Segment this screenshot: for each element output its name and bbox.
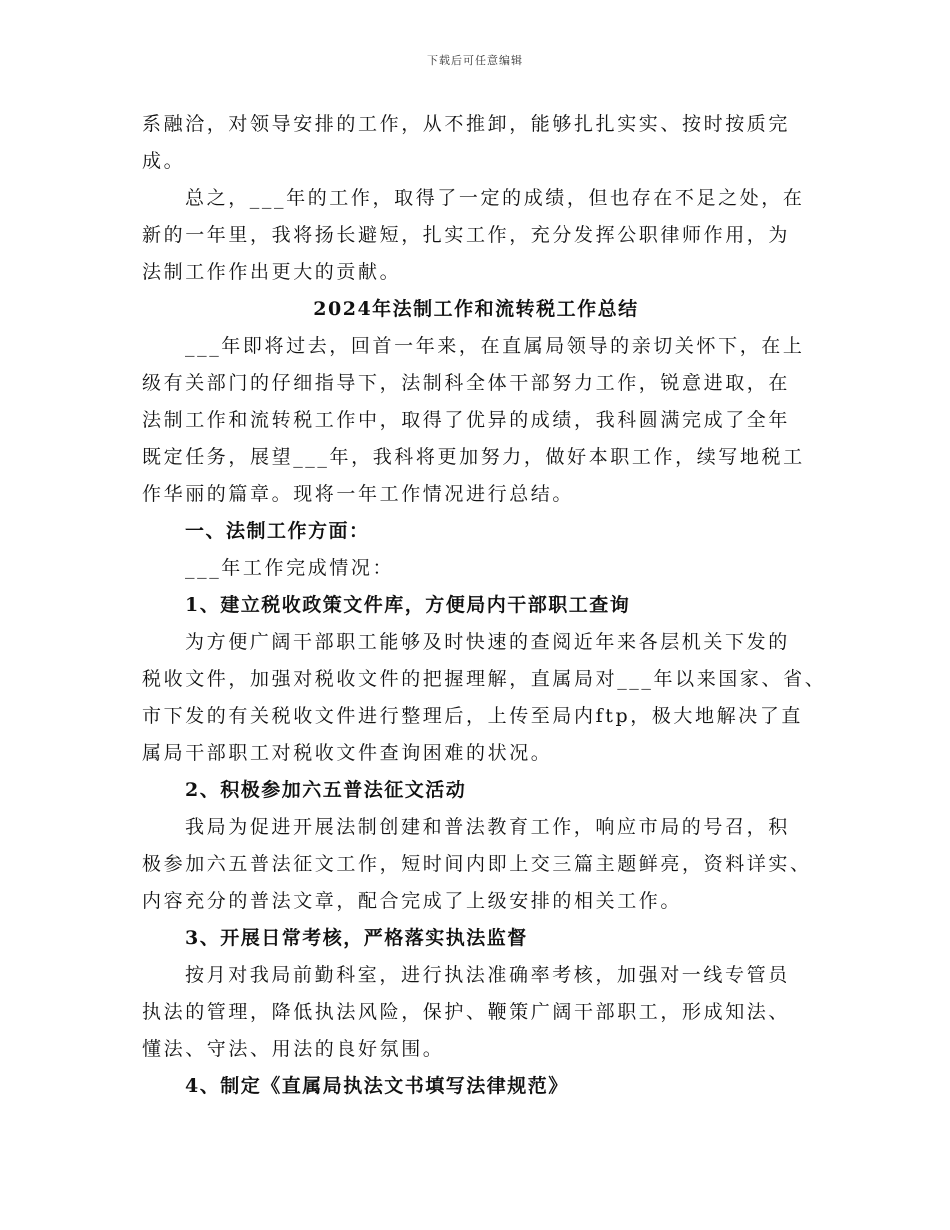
paragraph bbox=[142, 624, 827, 772]
paragraph bbox=[142, 180, 810, 291]
text-line: 极参加六五普法征文工作，短时间内即上交三篇主题鲜亮，资料详实、 bbox=[142, 853, 812, 875]
paragraph bbox=[142, 809, 810, 920]
text-line: 执法的管理，降低执法风险，保护、鞭策广阔干部职工，形成知法、 bbox=[142, 1001, 791, 1023]
paragraph bbox=[142, 550, 810, 587]
text-line: 我局为促进开展法制创建和普法教育工作，响应市局的号召，积 bbox=[185, 816, 790, 838]
paragraph bbox=[142, 106, 810, 180]
text-line: 新的一年里，我将扬长避短，扎实工作，充分发挥公职律师作用，为 bbox=[142, 224, 791, 246]
text-line: 系融洽，对领导安排的工作，从不推卸，能够扎扎实实、按时按质完 bbox=[142, 113, 791, 135]
text-line: 属局干部职工对税收文件查询困难的状况。 bbox=[142, 742, 553, 764]
paragraph bbox=[142, 957, 810, 1068]
section-heading: 4、制定《直属局执法文书填写法律规范》 bbox=[185, 1075, 569, 1097]
text-line: 总之，___年的工作，取得了一定的成绩，但也存在不足之处，在 bbox=[185, 187, 805, 209]
text-line: 税收文件，加强对税收文件的把握理解，直属局对___年以来国家、省、 bbox=[142, 668, 827, 690]
page-header: 下载后可任意编辑 bbox=[427, 54, 523, 67]
text-line: 成。 bbox=[142, 150, 186, 172]
section-heading: 1、建立税收政策文件库，方便局内干部职工查询 bbox=[185, 594, 631, 616]
paragraph bbox=[142, 328, 810, 513]
text-line: 作华丽的篇章。现将一年工作情况进行总结。 bbox=[142, 483, 575, 505]
section-heading: 一、法制工作方面： bbox=[185, 520, 370, 542]
text-line: 为方便广阔干部职工能够及时快速的查阅近年来各层机关下发的 bbox=[185, 631, 790, 653]
document-body bbox=[142, 106, 827, 1105]
text-line: ___年即将过去，回首一年来，在直属局领导的亲切关怀下，在上 bbox=[185, 335, 805, 357]
section-heading: 3、开展日常考核，严格落实执法监督 bbox=[185, 927, 528, 949]
text-line: 按月对我局前勤科室，进行执法准确率考核，加强对一线专管员 bbox=[185, 964, 790, 986]
section-heading: 2、积极参加六五普法征文活动 bbox=[185, 779, 467, 801]
section-title: 2024年法制工作和流转税工作总结 bbox=[313, 298, 639, 320]
text-line: 市下发的有关税收文件进行整理后，上传至局内ftp，极大地解决了直 bbox=[142, 705, 804, 727]
text-line: 懂法、守法、用法的良好氛围。 bbox=[142, 1038, 445, 1060]
text-line: 级有关部门的仔细指导下，法制科全体干部努力工作，锐意进取，在 bbox=[142, 372, 791, 394]
text-line: 法制工作作出更大的贡献。 bbox=[142, 261, 402, 283]
text-line: 既定任务，展望___年，我科将更加努力，做好本职工作，续写地税工 bbox=[142, 446, 805, 468]
text-line: 法制工作和流转税工作中，取得了优异的成绩，我科圆满完成了全年 bbox=[142, 409, 791, 431]
text-line: ___年工作完成情况： bbox=[185, 557, 395, 579]
text-line: 内容充分的普法文章，配合完成了上级安排的相关工作。 bbox=[142, 890, 683, 912]
